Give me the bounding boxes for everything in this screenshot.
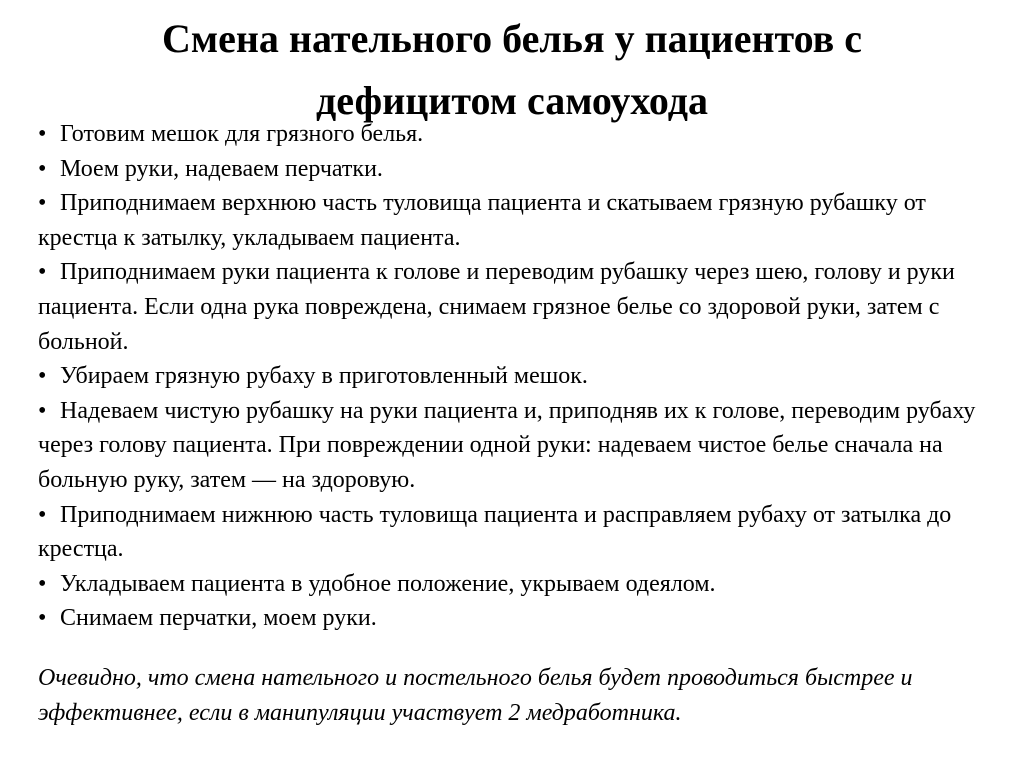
step-text: Снимаем перчатки, моем руки. [60, 605, 377, 632]
list-item [38, 567, 998, 602]
slide-title: Смена нательного белья у пациентов с дефицитом самоухода [161, 16, 863, 123]
step-text: Приподнимаем руки пациента к голове и переводим рубашку через шею, голову и руки пациента. Если одна рука повреждена, снимаем грязное белье со здоровой руки, затем с больной. [38, 259, 955, 355]
bullet-mark: • [38, 190, 47, 217]
step-text: Готовим мешок для грязного белья. [60, 121, 424, 147]
list-item [38, 601, 998, 636]
step-text: Надеваем чистую рубашку на руки пациента и, приподняв их к голове, переводим рубаху через голову пациента. При повреждении одной руки: надеваем чистое белье сначала на больную руку, затем — на здоровую. [38, 397, 976, 493]
bullet-mark: • [38, 363, 47, 390]
steps-list [38, 117, 998, 636]
bullet-mark: • [38, 605, 47, 632]
bullet-mark: • [38, 121, 47, 147]
step-text: Приподнимаем верхнюю часть туловища пациента и скатываем грязную рубашку от крестца к затылку, укладываем пациента. [38, 190, 926, 251]
bullet-mark: • [38, 397, 47, 424]
bullet-mark: • [38, 501, 47, 528]
list-item [38, 152, 998, 187]
list-item [38, 498, 998, 567]
bullet-mark: • [38, 570, 47, 597]
list-item [38, 255, 998, 359]
list-item [38, 117, 998, 152]
bullet-mark: • [38, 155, 47, 182]
step-text: Укладываем пациента в удобное положение, укрываем одеялом. [60, 570, 716, 597]
step-text: Убираем грязную рубаху в приготовленный мешок. [60, 363, 588, 390]
list-item [38, 359, 998, 394]
step-text: Моем руки, надеваем перчатки. [60, 155, 383, 182]
list-item [38, 186, 998, 255]
list-item [38, 394, 998, 498]
closing-note: Очевидно, что смена нательного и постельного белья будет проводиться быстрее и эффективнее, если в манипуляции участвует 2 медработника. [38, 665, 913, 726]
step-text: Приподнимаем нижнюю часть туловища пациента и расправляем рубаху от затылка до крестца. [38, 501, 952, 563]
bullet-mark: • [38, 259, 47, 286]
